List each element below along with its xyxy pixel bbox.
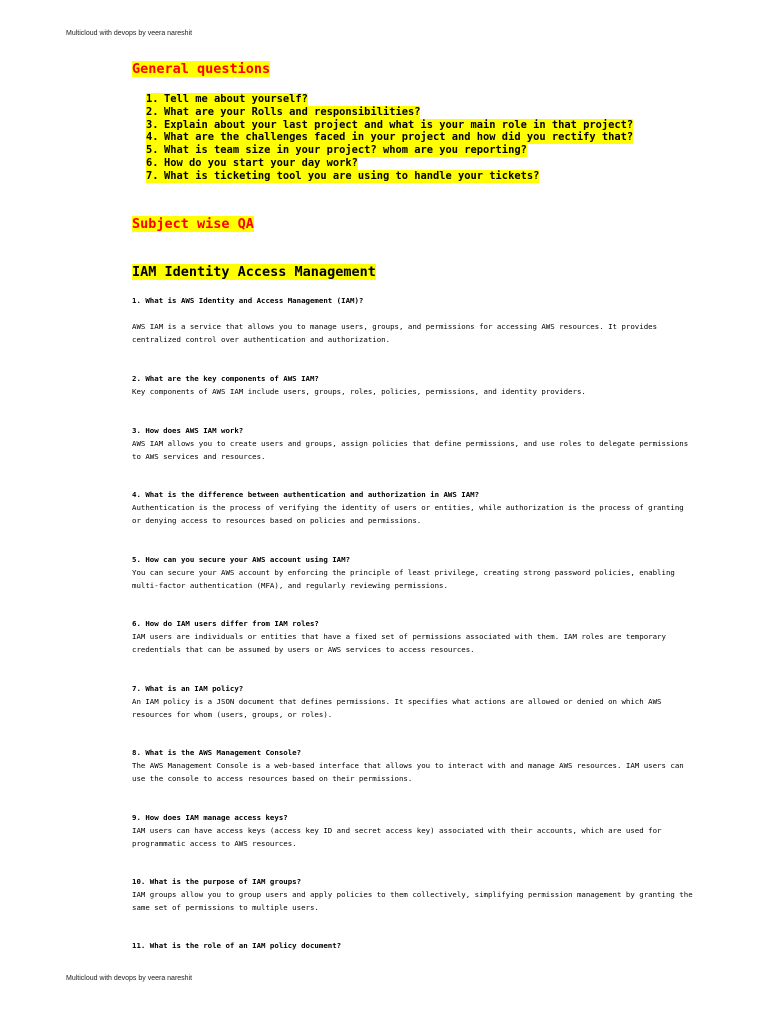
question: 9. How does IAM manage access keys?	[132, 813, 288, 822]
question: 10. What is the purpose of IAM groups?	[132, 877, 302, 886]
question: 1. What is AWS Identity and Access Management (IAM)?	[132, 296, 364, 305]
list-item: 3. Explain about your last project and what is your main role in that project?	[146, 118, 634, 131]
answer: The AWS Management Console is a web-based interface that allows you to interact with and manage AWS resources. IAM users can use the console to access resources based on their permissions.	[132, 761, 684, 783]
general-questions-list	[146, 93, 633, 183]
question: 11. What is the role of an IAM policy document?	[132, 941, 342, 950]
qa-item	[132, 294, 697, 346]
question: 6. How do IAM users differ from IAM roles?	[132, 619, 319, 628]
answer: An IAM policy is a JSON document that defines permissions. It specifies what actions are allowed or denied on which AWS resources for whom (users, groups, or roles).	[132, 697, 662, 719]
qa-item	[132, 372, 697, 398]
qa-item	[132, 939, 697, 952]
list-item: 2. What are your Rolls and responsibilities?	[146, 105, 421, 118]
list-item: 1. Tell me about yourself?	[146, 93, 308, 105]
page-header: Multicloud with devops by veera nareshit	[66, 30, 193, 37]
qa-item	[132, 682, 697, 721]
question: 7. What is an IAM policy?	[132, 684, 244, 693]
answer: IAM users can have access keys (access key ID and secret access key) associated with their accounts, which are used for programmatic access to AWS resources.	[132, 826, 662, 848]
question: 8. What is the AWS Management Console?	[132, 748, 302, 757]
qa-item	[132, 424, 697, 463]
answer: Key components of AWS IAM include users, groups, roles, policies, permissions, and identity providers.	[132, 387, 586, 396]
qa-item	[132, 617, 697, 656]
qa-item	[132, 488, 697, 527]
answer: AWS IAM is a service that allows you to manage users, groups, and permissions for accessing AWS resources. It provides centralized control over authentication and authorization.	[132, 322, 658, 344]
list-item: 7. What is ticketing tool you are using to handle your tickets?	[146, 169, 540, 182]
answer: AWS IAM allows you to create users and groups, assign policies that define permissions, and use roles to delegate permissions to AWS services and resources.	[132, 439, 689, 461]
general-questions-heading: General questions	[132, 61, 271, 77]
qa-item	[132, 811, 697, 850]
subject-wise-heading: Subject wise QA	[132, 216, 254, 232]
answer: IAM users are individuals or entities that have a fixed set of permissions associated with them. IAM roles are temporary credentials that can be assumed by users or AWS services to access resources.	[132, 632, 666, 654]
answer: Authentication is the process of verifying the identity of users or entities, while authorization is the process of granting or denying access to resources based on policies and permissions.	[132, 503, 684, 525]
question: 5. How can you secure your AWS account using IAM?	[132, 555, 351, 564]
answer: You can secure your AWS account by enforcing the principle of least privilege, creating strong password policies, enabling multi-factor authentication (MFA), and regularly reviewing permissions.	[132, 568, 675, 590]
question: 4. What is the difference between authentication and authorization in AWS IAM?	[132, 490, 480, 499]
list-item: 6. How do you start your day work?	[146, 156, 358, 169]
qa-item	[132, 875, 697, 914]
list-item: 4. What are the challenges faced in your project and how did you rectify that?	[146, 131, 634, 144]
page-footer: Multicloud with devops by veera nareshit	[66, 975, 193, 982]
answer: IAM groups allow you to group users and apply policies to them collectively, simplifying permission management by granting the same set of permissions to multiple users.	[132, 890, 693, 912]
list-item: 5. What is team size in your project? whom are you reporting?	[146, 144, 527, 157]
qa-item	[132, 553, 697, 592]
iam-heading: IAM Identity Access Management	[132, 264, 376, 280]
question: 3. How does AWS IAM work?	[132, 426, 244, 435]
question: 2. What are the key components of AWS IAM?	[132, 374, 319, 383]
qa-item	[132, 746, 697, 785]
